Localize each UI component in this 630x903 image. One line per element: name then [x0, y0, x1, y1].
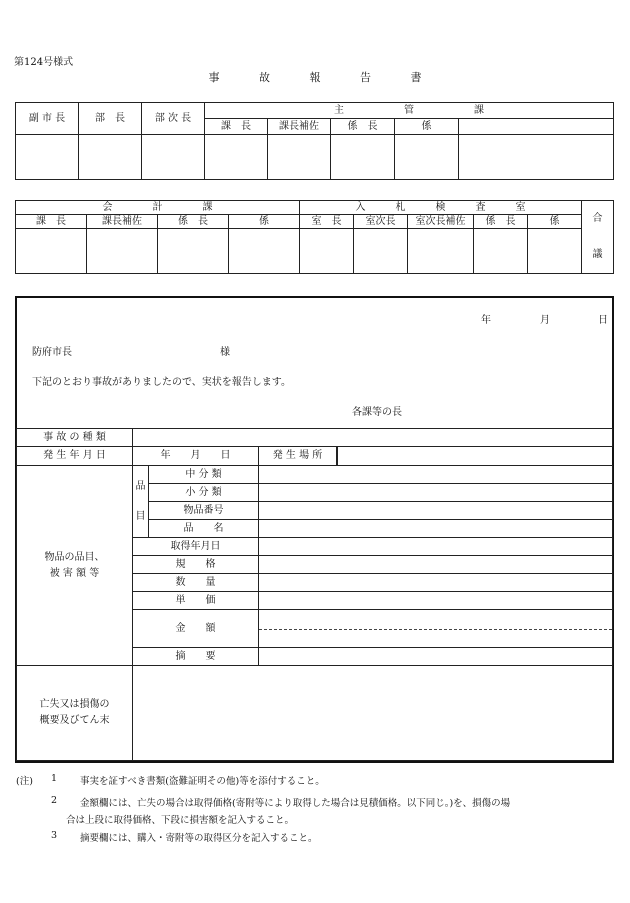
header-shitsucho: 室 長 [300, 215, 354, 229]
stamp-cell[interactable] [354, 229, 408, 274]
label-accident-type: 事 故 の 種 類 [17, 429, 133, 447]
header-shukan-ka: 主 管 課 [205, 103, 614, 119]
stamp-cell[interactable] [142, 135, 205, 180]
addressee-honorific: 様 [220, 347, 230, 358]
hinmei-field[interactable] [259, 520, 613, 538]
note-2b: 合は上段に取得価格、下段に損害額を記入すること。 [66, 815, 295, 826]
date-month: 月 [540, 315, 550, 326]
suryo-field[interactable] [259, 574, 613, 592]
shutoku-field[interactable] [259, 538, 613, 556]
stamp-cell[interactable] [300, 229, 354, 274]
header-nyusatsu: 入 札 検 査 室 [300, 201, 582, 215]
stamp-cell[interactable] [474, 229, 528, 274]
note-3: 摘要欄には、購入・寄附等の取得区分を記入すること。 [80, 833, 318, 844]
stamp-cell[interactable] [16, 229, 87, 274]
form-title [0, 69, 630, 85]
addressee: 防府市長 [32, 347, 72, 358]
header-shitsujicho-hosa: 室次長補佐 [408, 215, 474, 229]
stamp-cell[interactable] [158, 229, 229, 274]
label-item-line: 被 害 額 等 [49, 567, 100, 579]
label-loss [17, 666, 133, 761]
approval-table-1 [15, 102, 614, 180]
aigi-char: 議 [592, 249, 603, 260]
header-bucho: 部 長 [79, 103, 142, 135]
label-char: 品 [135, 480, 146, 492]
accident-type-field[interactable] [133, 429, 613, 447]
reporter-label: 各課等の長 [352, 407, 402, 418]
title-char: 故 [259, 71, 270, 84]
label-chubunrui: 中 分 類 [149, 466, 259, 484]
place-field[interactable] [337, 447, 613, 466]
header-blank [459, 119, 614, 135]
label-tanka: 単 価 [133, 592, 259, 610]
note-number: 1 [51, 773, 58, 784]
title-char: 告 [360, 71, 371, 84]
date-year: 年 [481, 315, 491, 326]
note-1: 事実を証すべき書類(盗難証明その他)等を添付すること。 [80, 776, 325, 787]
chubunrui-field[interactable] [259, 466, 613, 484]
label-tekiyo: 摘 要 [133, 648, 259, 666]
stamp-cell[interactable] [459, 135, 614, 180]
tekiyo-field[interactable] [259, 648, 613, 666]
approval-table-2 [15, 200, 614, 274]
occurred-date-field[interactable]: 年 月 日 [133, 447, 259, 466]
header-kaikei-ka: 会 計 課 [16, 201, 300, 215]
header-aigi [582, 201, 614, 274]
header-shitsujicho: 室次長 [354, 215, 408, 229]
detail-table [16, 428, 613, 761]
stamp-cell[interactable] [229, 229, 300, 274]
notes-prefix: (注) [16, 776, 33, 787]
header-kacho-hosa: 課長補佐 [268, 119, 331, 135]
note-number: 3 [51, 830, 58, 841]
label-loss-line: 亡失又は損傷の [39, 699, 110, 710]
aigi-char: 合 [592, 213, 603, 224]
kingaku-field[interactable] [259, 610, 613, 648]
header-kacho: 課 長 [205, 119, 268, 135]
date-day: 日 [598, 315, 608, 326]
label-shutoku: 取得年月日 [133, 538, 259, 556]
label-suryo: 数 量 [133, 574, 259, 592]
header-bujicho: 部 次 長 [142, 103, 205, 135]
header-kakaricho: 係 長 [474, 215, 528, 229]
header-kakaricho: 係 長 [158, 215, 229, 229]
header-kakaricho: 係 長 [331, 119, 395, 135]
loss-field[interactable] [133, 666, 613, 761]
stamp-cell[interactable] [528, 229, 582, 274]
header-fukushicho: 副 市 長 [16, 103, 79, 135]
buppin-no-field[interactable] [259, 502, 613, 520]
header-kacho-hosa: 課長補佐 [87, 215, 158, 229]
note-2a: 金額欄には、亡失の場合は取得価格(寄附等により取得した場合は見積価格。以下同じ。)を、損傷の場 [80, 798, 511, 809]
title-char: 報 [309, 71, 321, 84]
header-kakari: 係 [395, 119, 459, 135]
kingaku-divider [259, 610, 612, 630]
label-loss-line: 概要及びてん末 [39, 715, 110, 726]
note-number: 2 [51, 795, 58, 806]
stamp-cell[interactable] [331, 135, 395, 180]
label-kingaku: 金 額 [133, 610, 259, 648]
kikaku-field[interactable] [259, 556, 613, 574]
title-char: 事 [208, 71, 220, 84]
stamp-cell[interactable] [408, 229, 474, 274]
tanka-field[interactable] [259, 592, 613, 610]
label-place: 発 生 場 所 [259, 447, 337, 466]
stamp-cell[interactable] [87, 229, 158, 274]
stamp-cell[interactable] [395, 135, 459, 180]
stamp-cell[interactable] [205, 135, 268, 180]
label-item-line: 物品の品目、 [44, 551, 105, 563]
header-kacho: 課 長 [16, 215, 87, 229]
header-kakari: 係 [528, 215, 582, 229]
form-number: 第124号様式 [14, 57, 74, 68]
label-char: 目 [135, 510, 146, 522]
label-hinmoku [133, 466, 149, 538]
label-occurred-date: 発 生 年 月 日 [17, 447, 133, 466]
label-item [17, 466, 133, 666]
label-hinmei: 品 名 [149, 520, 259, 538]
stamp-cell[interactable] [79, 135, 142, 180]
header-kakari: 係 [229, 215, 300, 229]
stamp-cell[interactable] [268, 135, 331, 180]
label-buppin-no: 物品番号 [149, 502, 259, 520]
intro-text: 下記のとおり事故がありましたので、実状を報告します。 [32, 377, 291, 388]
label-kikaku: 規 格 [133, 556, 259, 574]
shobunrui-field[interactable] [259, 484, 613, 502]
title-char: 書 [410, 71, 422, 84]
label-shobunrui: 小 分 類 [149, 484, 259, 502]
stamp-cell[interactable] [16, 135, 79, 180]
